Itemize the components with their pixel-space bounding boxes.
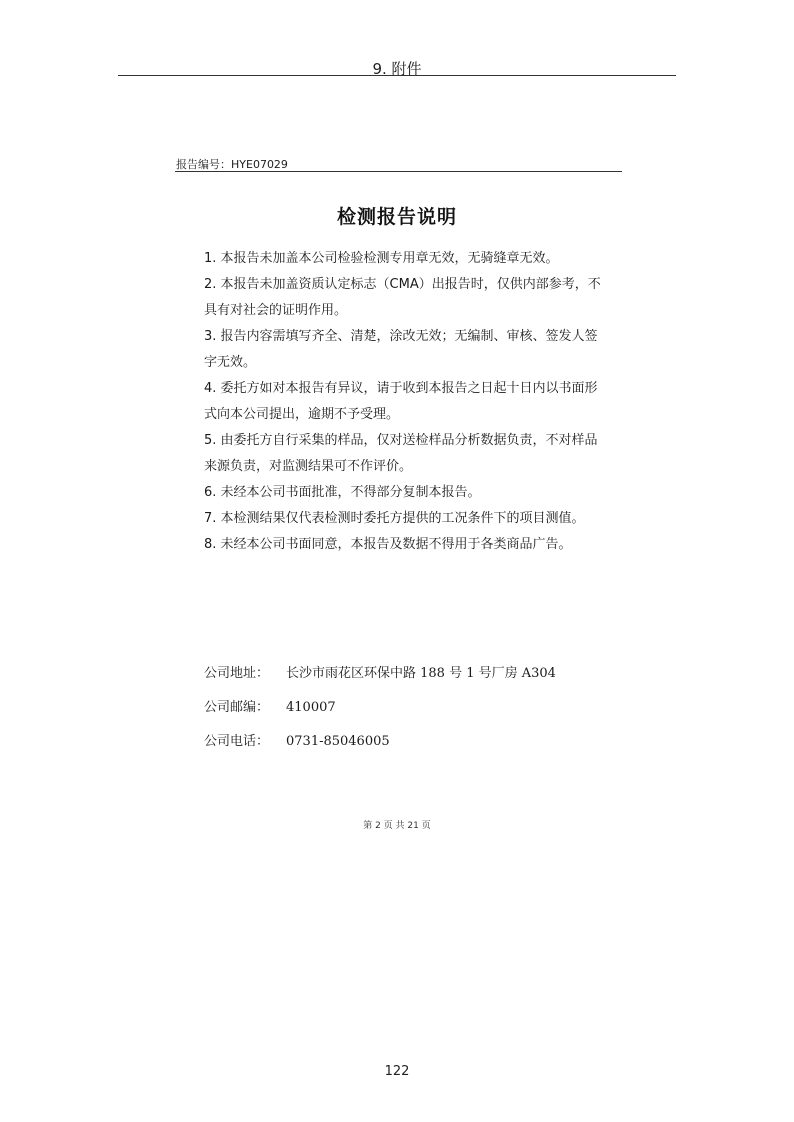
phone-value: 0731-85046005: [286, 734, 390, 749]
note-item: 6. 未经本公司书面批准，不得部分复制本报告。: [204, 485, 481, 500]
page-title: 检测报告说明: [336, 206, 457, 228]
report-number: 报告编号：HYE07029: [176, 158, 288, 171]
note-item: 3. 报告内容需填写齐全、清楚，涂改无效；无编制、审核、签发人签字无效。: [204, 329, 598, 370]
company-contact-block: [204, 664, 556, 766]
note-item: 2. 本报告未加盖资质认定标志（CMA）出报告时，仅供内部参考，不具有对社会的证明作用。: [204, 277, 601, 318]
phone-row: [204, 732, 556, 766]
note-item: 7. 本检测结果仅代表检测时委托方提供的工况条件下的项目测值。: [204, 511, 585, 526]
postcode-value: 410007: [286, 700, 336, 715]
postcode-label: 公司邮编：: [204, 700, 270, 715]
postcode-row: [204, 698, 556, 732]
page-indicator: 第 2 页 共 21 页: [363, 821, 431, 831]
phone-label: 公司电话：: [204, 734, 270, 749]
address-label: 公司地址：: [204, 666, 270, 681]
section-header: 9. 附件: [372, 60, 422, 78]
note-item: 5. 由委托方自行采集的样品，仅对送检样品分析数据负责，不对样品来源负责，对监测结果可不作评价。: [204, 433, 598, 474]
header-divider: [118, 75, 676, 76]
note-item: 1. 本报告未加盖本公司检验检测专用章无效，无骑缝章无效。: [204, 251, 559, 266]
report-number-divider: [175, 171, 622, 172]
report-notes-list: [204, 246, 604, 558]
note-item: 8. 未经本公司书面同意，本报告及数据不得用于各类商品广告。: [204, 537, 572, 552]
note-item: 4. 委托方如对本报告有异议，请于收到本报告之日起十日内以书面形式向本公司提出，逾期不予受理。: [204, 381, 598, 422]
address-row: [204, 664, 556, 698]
address-value: 长沙市雨花区环保中路 188 号 1 号厂房 A304: [286, 666, 556, 681]
page-number: 122: [384, 1064, 410, 1079]
